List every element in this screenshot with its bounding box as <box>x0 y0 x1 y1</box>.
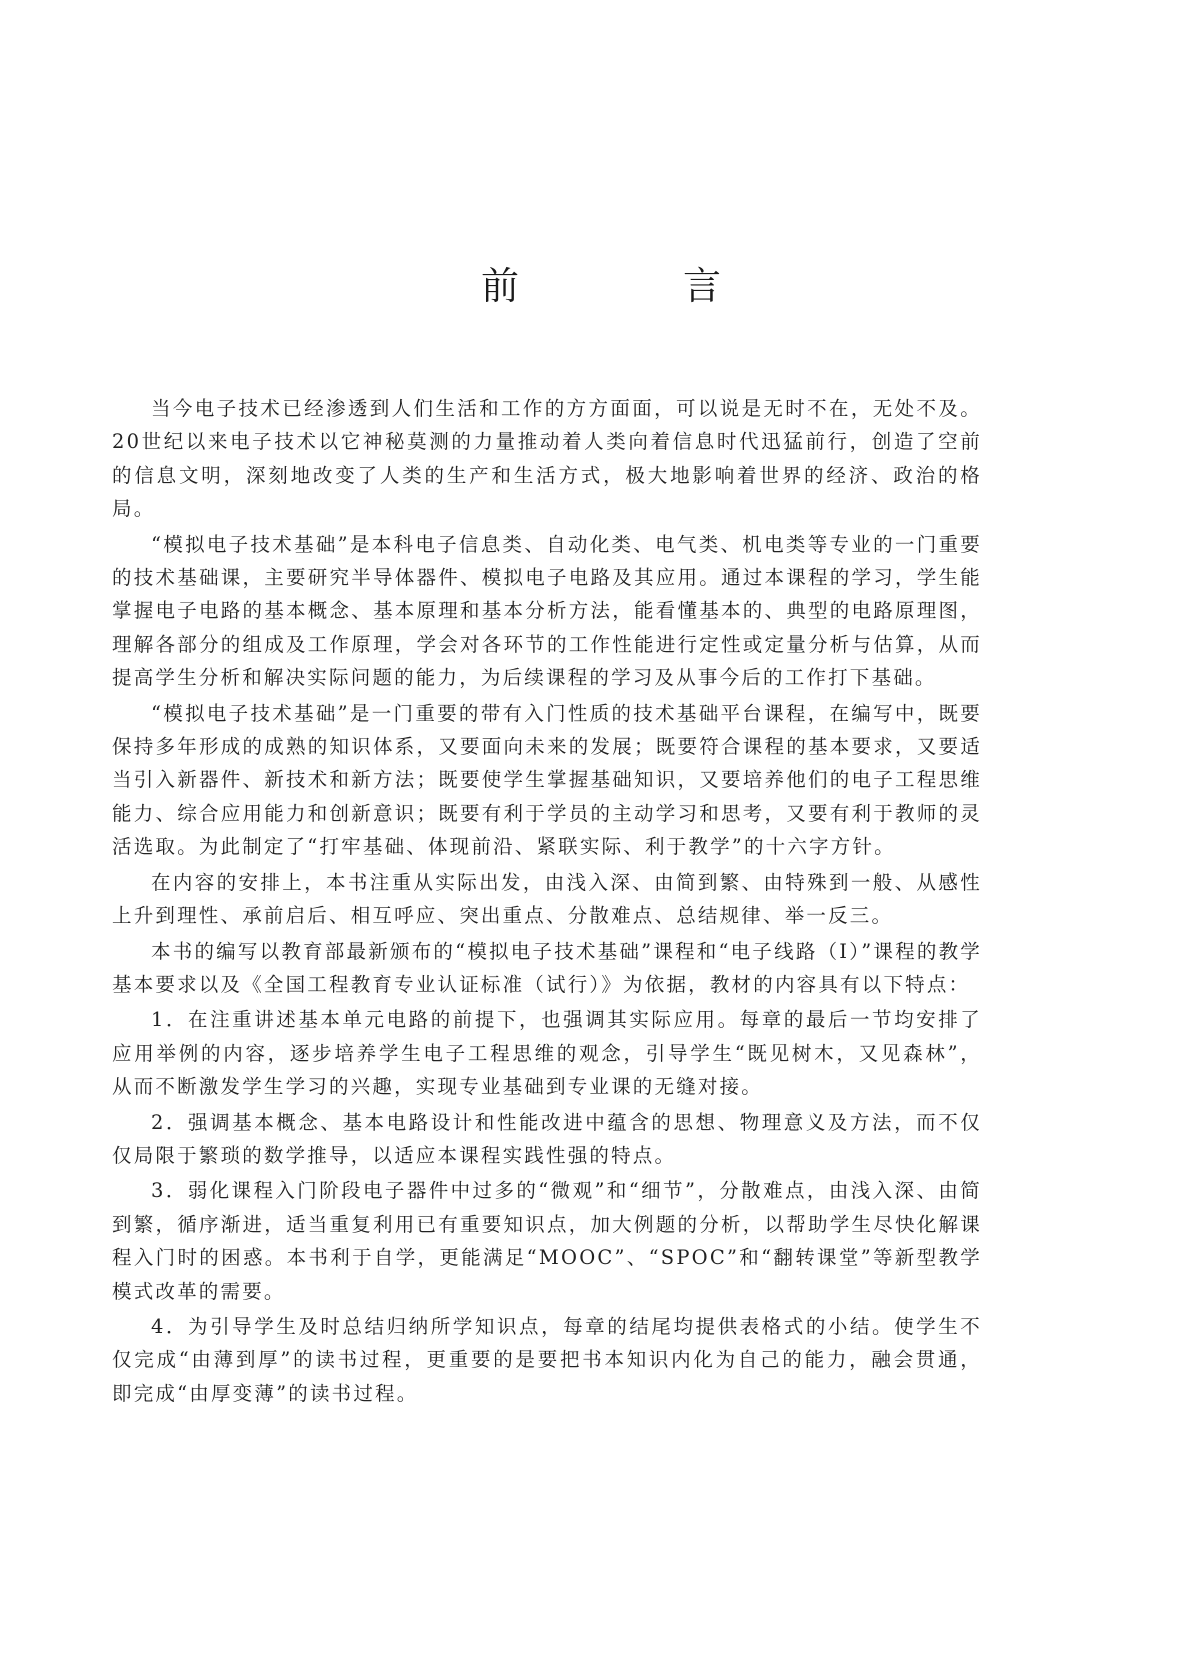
paragraph-2: “模拟电子技术基础”是本科电子信息类、自动化类、电气类、机电类等专业的一门重要的技术基础课，主要研究半导体器件、模拟电子电路及其应用。通过本课程的学习，学生能掌握电子电路的基本概念、基本原理和基本分析方法，能看懂基本的、典型的电路原理图，理解各部分的组成及工作原理，学会对各环节的工作性能进行定性或定量分析与估算，从而提高学生分析和解决实际问题的能力，为后续课程的学习及从事今后的工作打下基础。 <box>112 532 982 690</box>
list-item-3: 3．弱化课程入门阶段电子器件中过多的“微观”和“细节”，分散难点，由浅入深、由简到繁，循序渐进，适当重复利用已有重要知识点，加大例题的分析，以帮助学生尽快化解课程入门时的困惑。本书利于自学，更能满足“MOOC”、“SPOC”和“翻转课堂”等新型教学模式改革的需要。 <box>112 1179 982 1303</box>
paragraph-1: 当今电子技术已经渗透到人们生活和工作的方方面面，可以说是无时不在，无处不及。20世纪以来电子技术以它神秘莫测的力量推动着人类向着信息时代迅猛前行，创造了空前的信息文明，深刻地改变了人类的生产和生活方式，极大地影响着世界的经济、政治的格局。 <box>112 397 982 521</box>
page-title: 前 言 <box>480 264 798 308</box>
list-item-2: 2．强调基本概念、基本电路设计和性能改进中蕴含的思想、物理意义及方法，而不仅仅局限于繁琐的数学推导，以适应本课程实践性强的特点。 <box>112 1110 982 1167</box>
paragraph-5: 本书的编写以教育部最新颁布的“模拟电子技术基础”课程和“电子线路（Ⅰ）”课程的教学基本要求以及《全国工程教育专业认证标准（试行）》为依据，教材的内容具有以下特点： <box>112 939 982 996</box>
list-item-1: 1．在注重讲述基本单元电路的前提下，也强调其实际应用。每章的最后一节均安排了应用举例的内容，逐步培养学生电子工程思维的观念，引导学生“既见树木，又见森林”，从而不断激发学生学习的兴趣，实现专业基础到专业课的无缝对接。 <box>112 1008 982 1099</box>
paragraph-3: “模拟电子技术基础”是一门重要的带有入门性质的技术基础平台课程，在编写中，既要保持多年形成的成熟的知识体系，又要面向未来的发展；既要符合课程的基本要求，又要适当引入新器件、新技术和新方法；既要使学生掌握基础知识，又要培养他们的电子工程思维能力、综合应用能力和创新意识；既要有利于学员的主动学习和思考，又要有利于教师的灵活选取。为此制定了“打牢基础、体现前沿、紧联实际、利于教学”的十六字方针。 <box>112 701 982 859</box>
list-item-4: 4．为引导学生及时总结归纳所学知识点，每章的结尾均提供表格式的小结。使学生不仅完成“由薄到厚”的读书过程，更重要的是要把书本知识内化为自己的能力，融会贯通，即完成“由厚变薄”的读书过程。 <box>112 1314 982 1405</box>
paragraph-4: 在内容的安排上，本书注重从实际出发，由浅入深、由简到繁、由特殊到一般、从感性上升到理性、承前启后、相互呼应、突出重点、分散难点、总结规律、举一反三。 <box>112 870 982 928</box>
preface-body <box>112 392 982 1412</box>
